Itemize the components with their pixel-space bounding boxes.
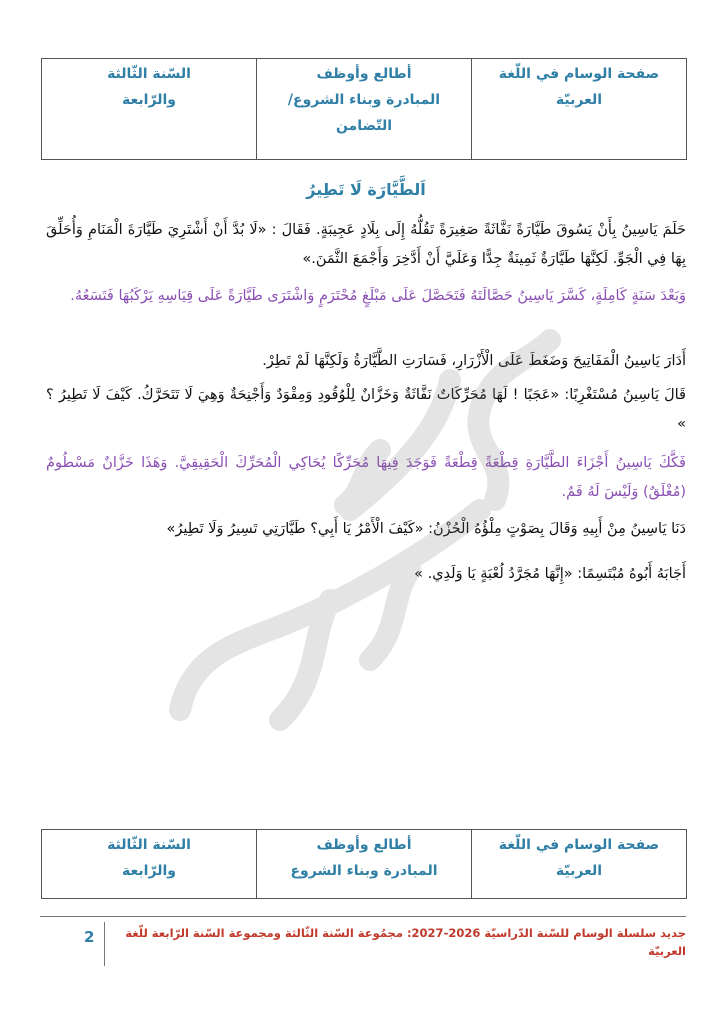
header-subject-line1: صفحة الوسام في اللّغة bbox=[498, 66, 660, 82]
header-level-cell bbox=[42, 59, 257, 160]
story-paragraph-3: أَدَارَ يَاسِينُ الْمَفَاتِيحَ وَضَغَطَ عَلَى الْأَزْرَارِ، فَسَارَتِ الطَّيَّارَةُ وَلَكِنَّهَا لَمْ تَطِرْ. bbox=[262, 353, 686, 369]
header-level-line1-bottom: السّنة الثّالثة bbox=[107, 837, 191, 853]
header-subject-cell bbox=[472, 59, 687, 160]
page-number: 2 bbox=[84, 928, 95, 946]
header-table-bottom bbox=[41, 829, 687, 899]
page-number-divider bbox=[104, 922, 105, 966]
story-paragraph-1: حَلَمَ يَاسِينُ بِأَنْ يَسُوقَ طَيَّارَةً نَفَّاثَةً صَغِيرَةً تَقُلُّهُ إِلَى بِلَادٍ عَجِيبَةٍ. فَقَالَ : «لَا بُدَّ أَنْ أَشْتَرِيَ طَيَّارَةَ الْمَنَامِ وَأُحَلِّقَ بِهَا فِي الْجَوِّ. لَكِنَّهَا طَيَّارَةٌ ثَمِينَةٌ جِدًّا وَعَلَيَّ أَنْ أَدَّخِرَ وَأَجْمَعَ الثَّمَنَ.» bbox=[46, 222, 686, 267]
story-paragraph-7: أَجَابَهُ أَبُوهُ مُبْتَسِمًا: «إِنَّهَا مُجَرَّدُ لُعْبَةٍ يَا وَلَدِي. » bbox=[414, 566, 686, 582]
footer-series-text: جديد سلسلة الوسام للسّنة الدّراسيّة 2026-2027: مجمُوعة السّنة الثّالثة ومجموعة السّنة الرّابعة للّغة العربيّة bbox=[125, 926, 686, 958]
story-paragraph-2: وَبَعْدَ سَنَةٍ كَامِلَةٍ، كَسَّرَ يَاسِينُ حَصَّالَتَهُ فَتَحَصَّلَ عَلَى مَبْلَغٍ مُحْتَرَمٍ وَاشْتَرَى طَيَّارَةً عَلَى قِيَاسِهِ يَرْكَبُهَا فَتَسَعُهُ. bbox=[70, 288, 686, 304]
header-subject-line1-bottom: صفحة الوسام في اللّغة bbox=[498, 837, 660, 853]
header-activity-cell-bottom bbox=[257, 830, 472, 899]
header-activity-line2-bottom: المبادرة وبناء الشروع bbox=[290, 863, 438, 879]
header-subject-cell-bottom bbox=[472, 830, 687, 899]
header-level-cell-bottom bbox=[42, 830, 257, 899]
header-level-line1: السّنة الثّالثة bbox=[107, 66, 191, 82]
header-level-line2-bottom: والرّابعة bbox=[122, 863, 176, 879]
header-subject-line2: العربيّة bbox=[555, 92, 603, 108]
header-activity-line1-bottom: أطالع وأوظف bbox=[316, 837, 412, 853]
header-level-line2: والرّابعة bbox=[122, 92, 176, 108]
header-table-top bbox=[41, 58, 687, 160]
footer-divider bbox=[40, 916, 686, 917]
header-subject-line2-bottom: العربيّة bbox=[555, 863, 603, 879]
story-paragraph-5: فَكَّكَ يَاسِينُ أَجْزَاءَ الطَّيَّارَةِ قِطْعَةً قِطْعَةً فَوَجَدَ فِيهَا مُحَرِّكًا يُحَاكِي الْمُحَرِّكَ الْحَقِيقِيَّ. وَهَذَا خَزَّانٌ مَسْطُومٌ (مُغْلَقٌ) وَلَيْسَ لَهُ فَمٌ. bbox=[46, 455, 686, 500]
header-activity-line2: المبادرة وبناء الشروع/ bbox=[287, 92, 441, 108]
story-title: اَلطَّيَّارَة لَا تَطِيرُ bbox=[306, 180, 426, 199]
header-activity-cell bbox=[257, 59, 472, 160]
header-activity-line3: التّضامن bbox=[335, 118, 393, 134]
story-paragraph-4: قَالَ يَاسِينُ مُسْتَغْرِبًا: «عَجَبًا ! لَهَا مُحَرِّكَاتٌ نَفَّاثَةٌ وَخَزَّانٌ لِلْوُقُودِ وَمِقْوَدٌ وَأَجْنِحَةٌ وَهِيَ لَا تَتَحَرَّكُ. كَيْفَ لَا تَطِيرُ ؟ » bbox=[46, 387, 686, 432]
header-activity-line1: أطالع وأوظف bbox=[316, 66, 412, 82]
story-paragraph-6: دَنَا يَاسِينُ مِنْ أَبِيهِ وَقَالَ بِصَوْتٍ مِلْؤُهُ الْحُزْنُ: «كَيْفَ الْأَمْرُ يَا أَبِي؟ طَيَّارَتِي تَسِيرُ وَلَا تَطِيرُ» bbox=[166, 521, 686, 537]
